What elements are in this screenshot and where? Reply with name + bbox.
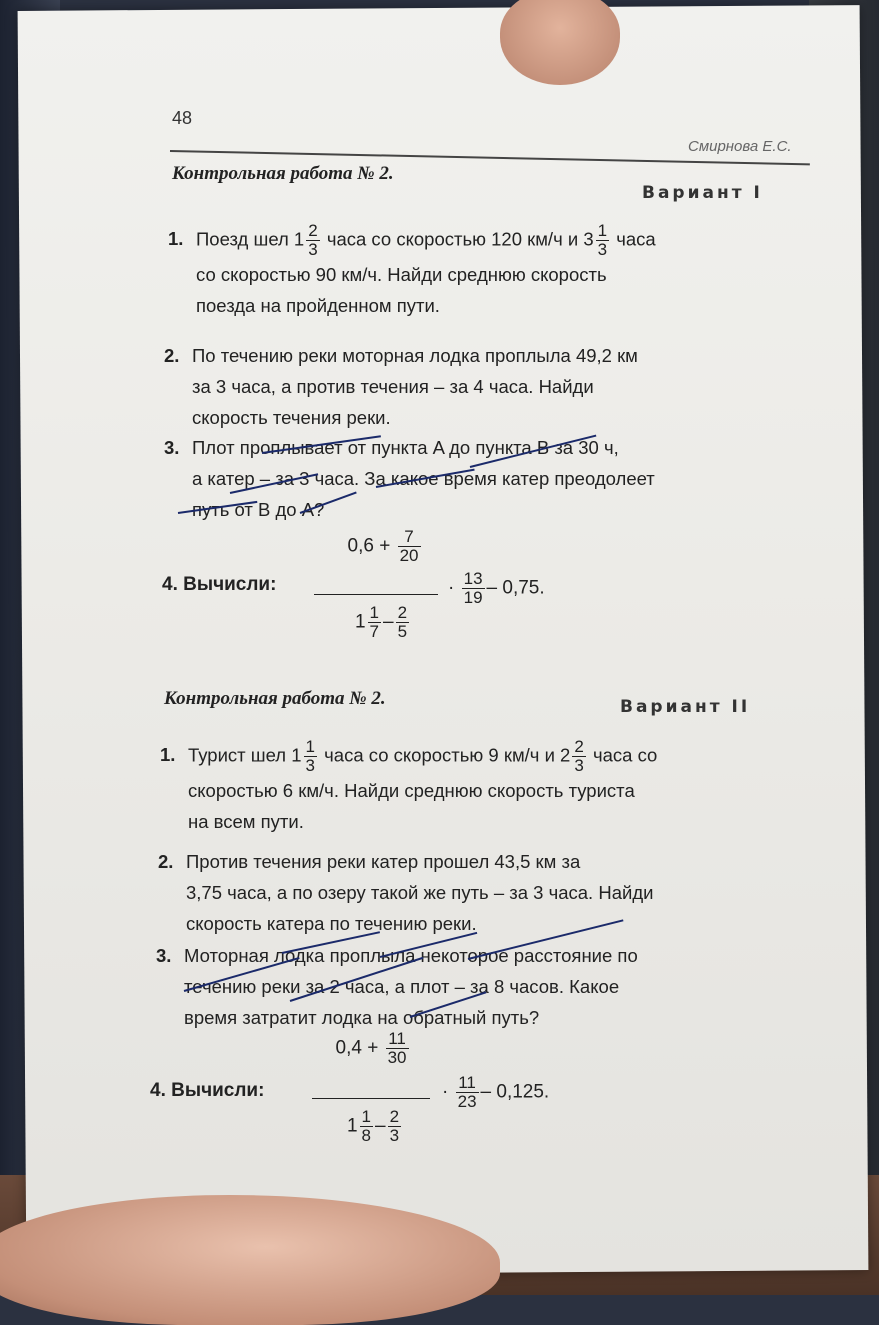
task-text: часа со скоростью 120 км/ч и 3 <box>326 228 594 250</box>
fraction: $\frac{2}{5}$ <box>397 603 408 641</box>
task-text: путь от B до A? <box>192 499 325 520</box>
task-text: на всем пути. <box>188 811 304 832</box>
task-text: время затратит лодка на обратный путь? <box>184 1007 540 1028</box>
section2-task3 <box>156 940 796 1033</box>
fraction: $\frac{13}{19}$ <box>463 569 483 607</box>
section2-task1 <box>160 738 800 837</box>
calc-multiplier: · $\frac{11}{23}$ – 0,125. <box>442 1073 550 1111</box>
section1-title: Контрольная работа № 2. <box>172 163 394 184</box>
fraction: $\frac{2}{3}$ <box>308 221 318 259</box>
task-number: 1. <box>168 228 184 250</box>
task-text: Моторная лодка проплыла некоторое расстояние по <box>184 945 638 966</box>
author-name: Смирнова Е.С. <box>688 138 792 155</box>
section2-variant: Вариант II <box>620 697 751 717</box>
calc-denominator: 1 $\frac{1}{7}$ – $\frac{2}{5}$ <box>354 603 408 641</box>
fraction: $\frac{1}{8}$ <box>361 1107 371 1145</box>
task-text: Плот проплывает от пункта A до пункта B за 30 ч, <box>192 437 619 458</box>
task-text: за 3 часа, а против течения – за 4 часа. Найди <box>192 376 594 397</box>
task-number: 1. <box>160 744 176 766</box>
task-text: часа со скоростью 9 км/ч и 2 <box>324 744 571 766</box>
task-text: Поезд шел 1 <box>196 228 305 250</box>
calc-numerator: 0,6 + $\frac{7}{20}$ <box>347 527 419 565</box>
section1-task2 <box>164 340 804 433</box>
fraction-bar <box>314 594 438 595</box>
task-text: часа <box>616 228 656 250</box>
task-text: скоростью 6 км/ч. Найди среднюю скорость туриста <box>188 780 635 801</box>
section1-task3 <box>164 432 804 525</box>
section2-task4 <box>150 1080 264 1102</box>
fraction: $\frac{7}{20}$ <box>399 527 419 565</box>
task-text: По течению реки моторная лодка проплыла 49,2 км <box>192 345 638 366</box>
section2-task2 <box>158 846 798 939</box>
fraction: $\frac{1}{3}$ <box>305 737 315 775</box>
task-text: со скоростью 90 км/ч. Найди среднюю скорость <box>196 264 607 285</box>
task-label: Вычисли: <box>171 1080 265 1101</box>
fraction-bar <box>312 1098 430 1099</box>
task-text: поезда на пройденном пути. <box>196 295 440 316</box>
section1-task1 <box>168 222 808 321</box>
fraction: $\frac{1}{7}$ <box>369 603 379 641</box>
fraction: $\frac{1}{3}$ <box>597 221 608 259</box>
task-number: 3. <box>156 945 172 966</box>
task-text: Турист шел 1 <box>188 744 302 766</box>
section1-variant: Вариант I <box>642 183 763 203</box>
calc-denominator: 1 $\frac{1}{8}$ – $\frac{2}{3}$ <box>346 1107 400 1145</box>
task-number: 4. <box>162 574 178 595</box>
task-number: 2. <box>158 851 174 872</box>
task-text: 3,75 часа, а по озеру такой же путь – за 3 часа. Найди <box>186 882 654 903</box>
section1-task4 <box>162 574 276 596</box>
task-text: скорость катера по течению реки. <box>186 913 477 934</box>
task-number: 4. <box>150 1080 166 1101</box>
calc-multiplier: · $\frac{13}{19}$ – 0,75. <box>448 569 545 607</box>
fraction: $\frac{2}{3}$ <box>574 737 584 775</box>
task-text: течению реки за 2 часа, а плот – за 8 часов. Какое <box>184 976 620 997</box>
task-text: скорость течения реки. <box>192 407 391 428</box>
task-number: 3. <box>164 437 180 458</box>
task-text: а катер – за 3 часа. За какое время катер преодолеет <box>192 468 655 489</box>
page-number: 48 <box>172 108 193 128</box>
section2-title: Контрольная работа № 2. <box>164 688 386 709</box>
fraction: $\frac{2}{3}$ <box>389 1107 400 1145</box>
task-number: 2. <box>164 345 180 366</box>
fraction: $\frac{11}{23}$ <box>457 1073 477 1111</box>
calc-numerator: 0,4 + $\frac{11}{30}$ <box>335 1029 407 1067</box>
task-label: Вычисли: <box>183 574 277 595</box>
fraction: $\frac{11}{30}$ <box>387 1029 407 1067</box>
task-text: Против течения реки катер прошел 43,5 км за <box>186 851 581 872</box>
task-text: часа со <box>592 744 658 766</box>
